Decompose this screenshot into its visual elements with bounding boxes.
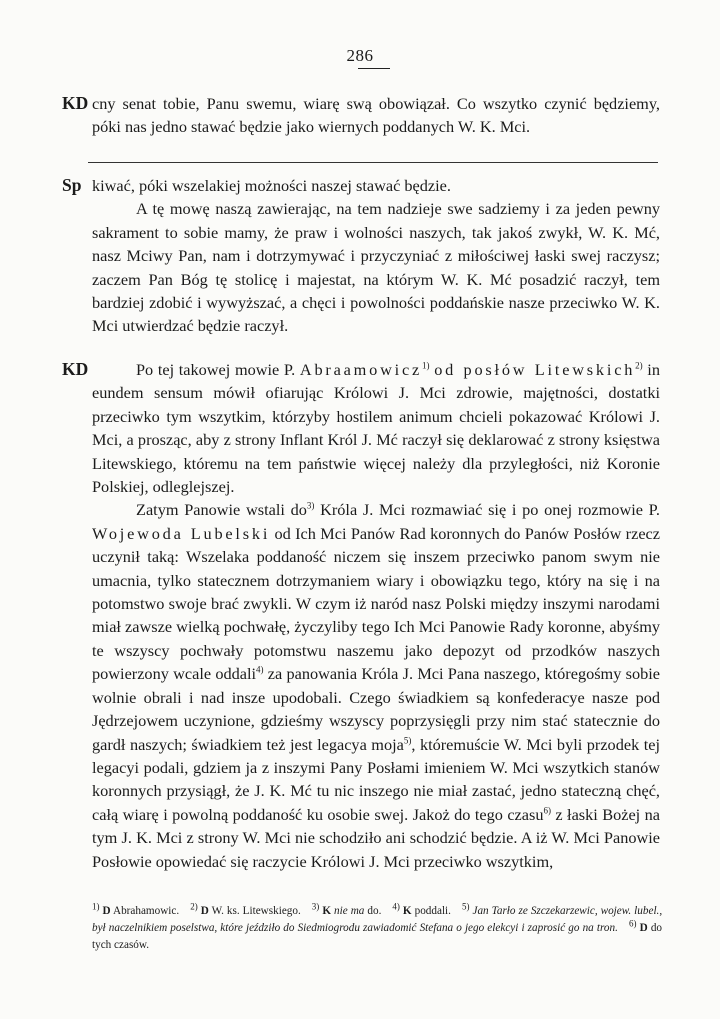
siglum: KD [62, 359, 89, 379]
footnote [392, 901, 451, 917]
footnote-number: 1) [92, 901, 100, 912]
footnote [311, 901, 382, 917]
footnote-number: 5) [461, 901, 470, 912]
text-run: in eundem sensum mówił ofiarując Królowi J. Mci zdrowie, majętności, dostatki przeciwko tym wszytkim, którzyby hostilem animum chcieli pokazować Królowi J. Mci, a prosząc, aby z strony Inflant Król J. Mć raczył się deklarować z strony księstwa Litewskiego, któremu na tem państwie więcej należy dla przyległości, niż Koronie Polskiej, odleglejszej. [92, 360, 660, 497]
footnote-ref: 1) [422, 360, 430, 371]
text-run: z łaski Bożej na tym J. K. Mci z strony W. Mci nie schodziło ani schodzić będzie. A iż W. Mci Panowie Posłowie opowiedać się raczycie Królowi J. Mci przeciwko wszytkim, [92, 804, 660, 871]
text-run: za panowania Króla J. Mci Pana naszego, któregośmy sobie wolnie obrali i nad insze upodobali. Czego świadkiem są konfederacye nasze pod Jędrzejowem uczynione, gdzieśmy wszyscy poprzysięgli przy nim stać statecznie do gardł naszych; świadkiem też jest legacya moja [92, 664, 660, 754]
text-run: cny senat tobie, Panu swemu, wiarę swą obowiązał. Co wszytko czynić będziemy, póki nas jedno stawać będzie jako wiernych poddanych W. K. Mci. [92, 94, 660, 137]
text-run: Zatym Panowie wstali do [136, 500, 307, 520]
italic-note: Jan Tarło ze Szczekarzewic, wojew. lubel., był naczelnikiem poselstwa, które jeździło do Siedmiogrodu zawiadomić Stefana o jego elekcyi i zaprosić go na tron. [92, 905, 663, 934]
footnote-number: 3) [311, 901, 320, 912]
text-run: kiwać, póki wszelakiej możności naszej stawać będzie. [92, 176, 451, 195]
block-text [92, 174, 660, 338]
manuscript-siglum: K [322, 905, 332, 917]
spaced-name: Abraamowicz [299, 360, 423, 379]
footnote-ref: 2) [635, 360, 643, 371]
footnote-ref: 5) [403, 735, 412, 746]
section-divider [88, 162, 658, 163]
page-number-rule [358, 68, 390, 69]
text-run: Króla J. Mci rozmawiać się i po onej rozmowie P. [314, 500, 660, 520]
text-run: A tę mowę naszą zawierając, na tem nadzieje swe sadziemy i za jeden pewny sakrament to sobie mamy, że praw i wolności naszych, tak jakoś zwykł, W. K. Mć, nasz Mciwy Pan, nam i dotrzymywać i przyczyniać z miłościwej łaski swej raczysz; zaczem Pan Bóg tę stolicę i majestat, na którym W. K. Mć posadzić raczył, tem bardziej zdobić i wywyższać, a chęci i powolności poddańskie nasze przeciwko W. K. Mci utwierdzać będzie raczył. [92, 199, 660, 336]
siglum: KD [62, 93, 89, 113]
paragraph [92, 92, 660, 139]
paragraph [92, 197, 660, 337]
block-text [92, 358, 660, 873]
footnotes [92, 903, 662, 954]
footnote-text: poddali. [411, 905, 451, 917]
siglum: Sp [62, 175, 82, 195]
footnote-ref: 6) [543, 805, 551, 816]
text-run: od Ich Mci Panów Rad koronnych do Panów Posłów rzecz uczynił taką: Wszelaka poddaność niczem się inszem przeciwko panom swym nie umacnia, tylko statecznem dotrzymaniem wiary i obowiązku tego, który na się i na potomstwo swoje brać zwykli. W czym iż naród nasz Polski między inszymi narodami miał zawsze wielką pochwałę, życzyliby tego Ich Mci Panowie Rady koronne, abyśmy te wszyscy pochwały potomstwu naszemu jako depozyt od przodków naszych powierzony wcale oddali [92, 523, 661, 684]
italic-note: nie ma [334, 905, 365, 917]
paragraph [92, 358, 660, 498]
footnote-ref: 3) [306, 501, 315, 512]
footnote-text: W. ks. Litewskiego. [208, 905, 301, 917]
footnote-text: do tych czasów. [92, 922, 663, 951]
manuscript-siglum: K [402, 905, 412, 917]
footnote-text: Abrahamowic. [110, 905, 180, 917]
manuscript-siglum: D [639, 922, 648, 934]
page-number: 286 [346, 46, 374, 65]
footnote-number: 4) [392, 901, 400, 912]
text-block [62, 358, 662, 873]
paragraph [92, 498, 660, 873]
text-block [62, 174, 662, 338]
text-run: Po tej takowej mowie P. [136, 360, 300, 379]
footnote-number: 6) [629, 918, 637, 929]
spaced-name: od posłów Litewskich [434, 360, 636, 379]
manuscript-siglum: D [102, 905, 111, 917]
footnote-ref: 4) [256, 664, 264, 675]
footnote [92, 901, 180, 917]
footnote [190, 901, 301, 917]
footnote-number: 2) [190, 901, 198, 912]
footnote-text: do. [364, 905, 382, 917]
spaced-name: Wojewoda Lubelski [92, 523, 271, 543]
manuscript-siglum: D [200, 905, 209, 917]
block-text [92, 92, 660, 139]
paragraph [92, 174, 660, 197]
text-block [62, 92, 662, 139]
text-run: , któremuście W. Mci byli przodek tej legacyi podali, gdziem ja z inszymi Pany Posłami imieniem W. Mci wszytkich stanów koronnych przysiągł, że J. K. Mć tu nic inszego nie miał zastać, jedno stateczną chęć, całą wiarę i powolną poddaność ku osobie swej. Jakoż do tego czasu [92, 734, 660, 824]
